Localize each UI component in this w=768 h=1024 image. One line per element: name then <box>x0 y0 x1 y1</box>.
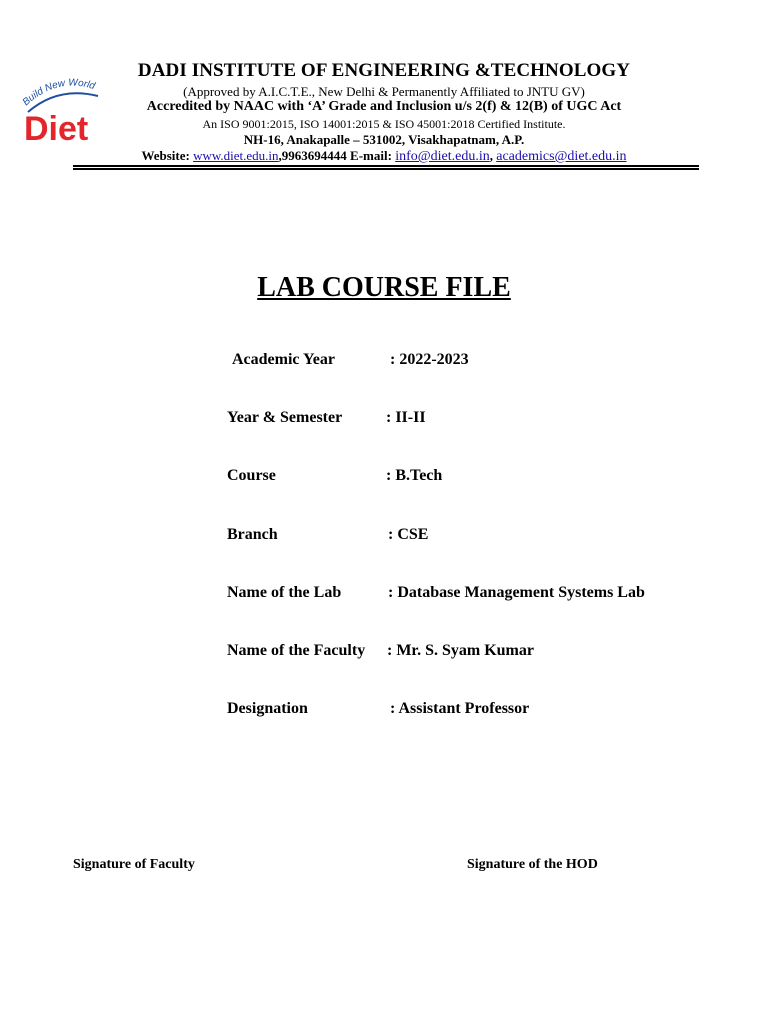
logo-wordmark: Diet <box>24 110 89 148</box>
detail-value: : 2022-2023 <box>390 351 469 368</box>
faculty-signature-label: Signature of Faculty <box>73 857 195 872</box>
header-divider <box>73 168 699 170</box>
website-label: Website: <box>141 148 194 163</box>
detail-value: : Database Management Systems Lab <box>388 584 645 601</box>
email-link-info[interactable]: info@diet.edu.in <box>395 149 490 164</box>
email-separator: , <box>489 148 497 163</box>
accreditation-line: Accredited by NAAC with ‘A’ Grade and Inclusion u/s 2(f) & 12(B) of UGC Act <box>146 99 622 114</box>
detail-value: : B.Tech <box>386 467 443 484</box>
header-divider <box>73 165 699 167</box>
detail-value: : CSE <box>388 526 429 543</box>
detail-label: Name of the Faculty <box>227 642 366 659</box>
phone-number: ,9963694444 <box>278 148 347 163</box>
approval-line: (Approved by A.I.C.T.E., New Delhi & Permanently Affiliated to JNTU GV) <box>183 84 585 99</box>
detail-value: : Mr. S. Syam Kumar <box>387 642 534 659</box>
detail-label: Branch <box>227 526 278 543</box>
logo-tagline: Build New World <box>20 78 97 109</box>
email-link-academics[interactable]: academics@diet.edu.in <box>496 149 627 164</box>
email-label: E-mail: <box>346 148 396 163</box>
document-title: LAB COURSE FILE <box>257 272 511 303</box>
address-line: NH-16, Anakapalle – 531002, Visakhapatnam, A.P. <box>243 132 525 147</box>
iso-line: An ISO 9001:2015, ISO 14001:2015 & ISO 45001:2018 Certified Institute. <box>202 117 566 131</box>
detail-label: Academic Year <box>232 351 335 368</box>
institute-name: DADI INSTITUTE OF ENGINEERING &TECHNOLOGY <box>137 60 631 81</box>
detail-label: Year & Semester <box>227 409 343 426</box>
website-link[interactable]: www.diet.edu.in <box>193 148 279 163</box>
hod-signature-label: Signature of the HOD <box>467 857 598 872</box>
detail-value: : II-II <box>386 409 426 426</box>
contact-line <box>0 148 768 165</box>
detail-label: Course <box>227 467 276 484</box>
detail-label: Designation <box>227 700 308 717</box>
detail-value: : Assistant Professor <box>390 700 530 717</box>
detail-label: Name of the Lab <box>227 584 342 601</box>
